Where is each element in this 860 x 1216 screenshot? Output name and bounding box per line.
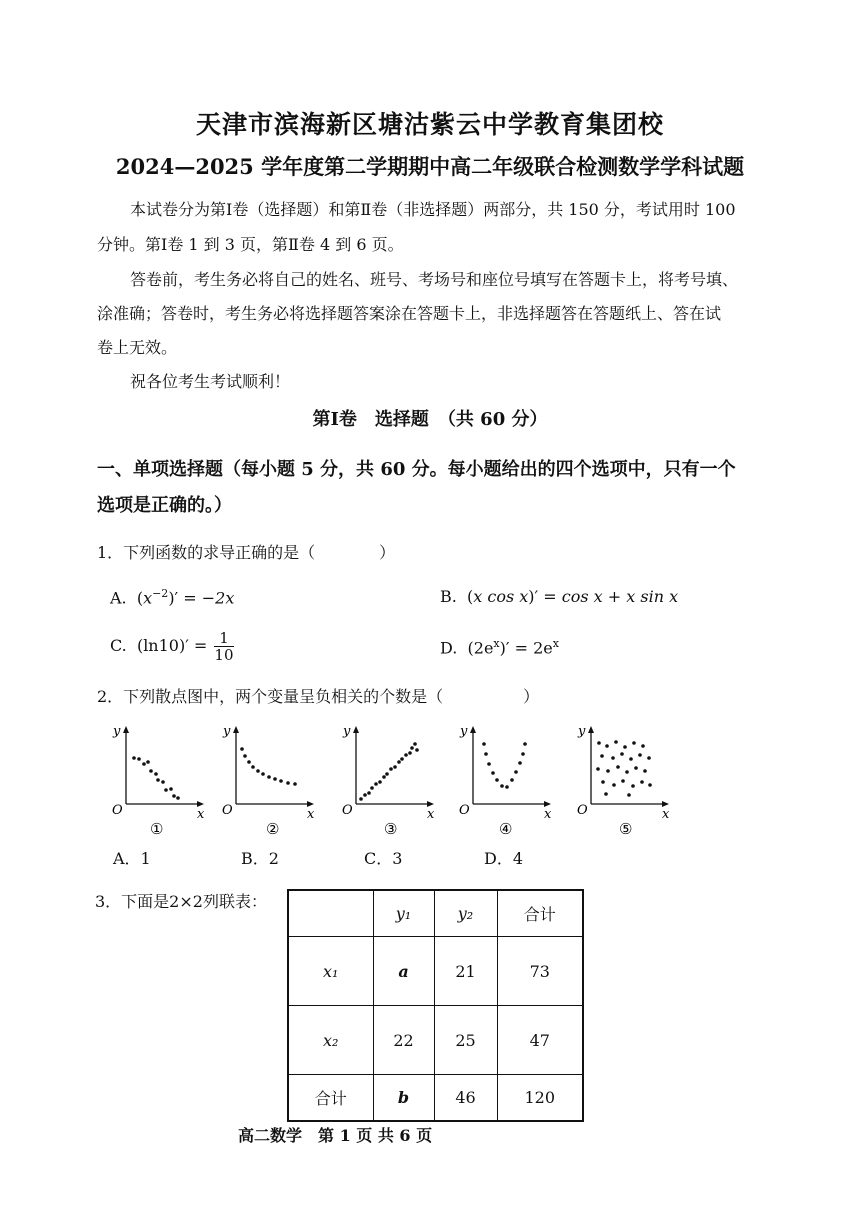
table-cell: b	[373, 1075, 434, 1122]
scatter-plot-2	[218, 722, 318, 840]
table-cell: x₂	[288, 1006, 373, 1075]
table-cell: 47	[497, 1006, 583, 1075]
exam-subtitle: 2024—2025 学年度第二学期期中高二年级联合检测数学学科试题	[115, 154, 745, 179]
table-cell: 25	[434, 1006, 497, 1075]
table-row	[288, 890, 583, 937]
svg-text:④: ④	[499, 820, 513, 838]
q3-stem: 3．下面是2×2列联表：	[95, 892, 267, 911]
svg-text:y: y	[578, 724, 586, 739]
table-row	[288, 1006, 583, 1075]
svg-text:③: ③	[384, 820, 398, 838]
svg-text:y: y	[223, 724, 231, 739]
svg-text:x: x	[307, 807, 315, 822]
q1-option-a: A. $(x^{-2})' = -2x$	[110, 587, 235, 608]
page-footer: 高二数学 第 1 页 共 6 页	[238, 1126, 433, 1145]
table-cell: 120	[497, 1075, 583, 1122]
intro-p1-line2: 分钟。第Ⅰ卷 1 到 3 页，第Ⅱ卷 4 到 6 页。	[97, 235, 404, 254]
scatter-plot-5	[573, 722, 673, 840]
scatter-plot-4	[455, 722, 555, 840]
table-cell: 合计	[288, 1075, 373, 1122]
table-cell: 21	[434, 937, 497, 1006]
table-cell: 22	[373, 1006, 434, 1075]
q1-option-d: D. $(2e^x)' = 2e^x$	[440, 637, 559, 658]
table-row	[288, 1075, 583, 1122]
q1-option-b: B. (x cos x)′ = cos x + x sin x	[440, 587, 679, 606]
scatter-plot-1	[108, 722, 208, 840]
svg-text:x: x	[427, 807, 435, 822]
svg-text:O: O	[577, 803, 588, 818]
table-cell: y₂	[434, 890, 497, 937]
q2-option-a: A．1	[113, 849, 151, 868]
svg-text:O: O	[342, 803, 353, 818]
intro-p1-line1: 本试卷分为第Ⅰ卷（选择题）和第Ⅱ卷（非选择题）两部分，共 150 分，考试用时 100	[130, 200, 736, 219]
table-cell: 73	[497, 937, 583, 1006]
part-one-title: 第Ⅰ卷 选择题 （共 60 分）	[312, 409, 548, 430]
q1-stem: 1．下列函数的求导正确的是（ ）	[97, 543, 396, 562]
table-cell: x₁	[288, 937, 373, 1006]
q2-option-d: D．4	[484, 849, 524, 868]
svg-text:y: y	[113, 724, 121, 739]
q2-option-c: C．3	[364, 849, 403, 868]
section-heading-line1: 一、单项选择题（每小题 5 分，共 60 分。每小题给出的四个选项中，只有一个	[97, 459, 736, 480]
intro-wish: 祝各位考生考试顺利！	[130, 372, 291, 391]
contingency-table	[287, 889, 584, 1122]
q2-stem: 2．下列散点图中，两个变量呈负相关的个数是（ ）	[97, 687, 540, 706]
svg-text:②: ②	[266, 820, 280, 838]
svg-text:①: ①	[150, 820, 164, 838]
exam-school-title: 天津市滨海新区塘沽紫云中学教育集团校	[195, 110, 664, 139]
table-cell: a	[373, 937, 434, 1006]
svg-text:O: O	[112, 803, 123, 818]
scatter-plot-3	[338, 722, 438, 840]
intro-p2-line2: 涂准确；答卷时，考生务必将选择题答案涂在答题卡上，非选择题答在答题纸上、答在试	[97, 304, 722, 323]
intro-p2-line1: 答卷前，考生务必将自己的姓名、班号、考场号和座位号填写在答题卡上，将考号填、	[130, 270, 739, 289]
q2-option-b: B．2	[241, 849, 279, 868]
table-row	[288, 937, 583, 1006]
intro-p2-line3: 卷上无效。	[97, 338, 178, 357]
table-cell: 合计	[497, 890, 583, 937]
svg-text:x: x	[544, 807, 552, 822]
section-heading-line2: 选项是正确的。）	[97, 495, 232, 516]
table-cell: 46	[434, 1075, 497, 1122]
svg-text:x: x	[662, 807, 670, 822]
svg-text:O: O	[459, 803, 470, 818]
svg-text:⑤: ⑤	[619, 820, 633, 838]
q1-option-c: C. (ln10)′ = $\frac{1}{10}$	[110, 629, 234, 664]
q1-c-fraction: $\frac{1}{10}$	[214, 629, 234, 664]
svg-text:O: O	[222, 803, 233, 818]
svg-text:y: y	[343, 724, 351, 739]
table-cell: y₁	[373, 890, 434, 937]
table-cell	[288, 890, 373, 937]
svg-text:y: y	[460, 724, 468, 739]
svg-text:x: x	[197, 807, 205, 822]
